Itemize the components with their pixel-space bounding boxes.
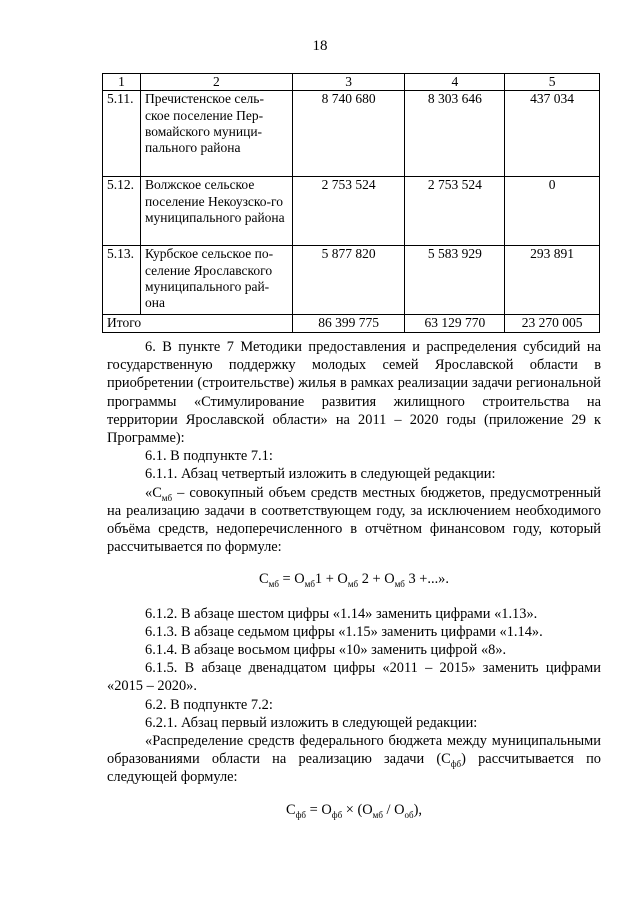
table-header-cell: 5: [505, 74, 600, 91]
row-number: 5.12.: [103, 177, 141, 246]
paragraph-6-2-1: 6.2.1. Абзац первый изложить в следующей редакции:: [145, 714, 478, 731]
row-value-col3: 5 877 820: [292, 246, 405, 315]
quote-text: «С: [145, 484, 162, 501]
formula-part: 2 + О: [358, 571, 395, 588]
row-value-col4: 8 303 646: [405, 91, 505, 177]
document-body: [107, 338, 601, 819]
formula-part: С: [259, 571, 269, 588]
page-number: 18: [312, 38, 328, 54]
row-name: Курбское сельское по-селение Ярославского муниципального рай-она: [140, 246, 292, 315]
table-row: [103, 91, 600, 177]
total-value-col5: 23 270 005: [505, 315, 600, 332]
formula-cfb: [107, 801, 601, 819]
paragraph-6-1-3: 6.1.3. В абзаце седьмом цифры «1.15» заменить цифрами «1.14».: [145, 623, 543, 640]
paragraph-6-1-1: 6.1.1. Абзац четвертый изложить в следующей редакции:: [145, 466, 496, 483]
table-header-cell: 1: [103, 74, 141, 91]
table-row: [103, 177, 600, 246]
row-value-col5: 0: [505, 177, 600, 246]
formula-cmb: [107, 570, 601, 588]
row-value-col3: 2 753 524: [292, 177, 405, 246]
formula-part: ),: [413, 801, 423, 818]
paragraph-6-1-2: 6.1.2. В абзаце шестом цифры «1.14» заменить цифрами «1.13».: [145, 605, 538, 622]
table-total-row: [103, 315, 600, 332]
table-header-cell: 4: [405, 74, 505, 91]
row-name: Волжское сельское поселение Некоузско-го муниципального района: [140, 177, 292, 246]
total-value-col3: 86 399 775: [292, 315, 405, 332]
table-header-row: [103, 74, 600, 91]
formula-part: 3 +...».: [404, 571, 449, 588]
subscript: фб: [331, 809, 343, 820]
quote-text: – совокупный объем средств местных бюджетов, предусмотренный на реализацию задачи в соответствующем году, за исключением необходимого объёма средств, недоперечисленного в отчётном финансовом году, который рассчитывается по формуле:: [107, 484, 601, 556]
subsidy-table: [102, 73, 600, 333]
row-value-col5: 437 034: [505, 91, 600, 177]
paragraph-6-1-4: 6.1.4. В абзаце восьмом цифры «10» заменить цифрой «8».: [145, 642, 507, 659]
table-row: [103, 246, 600, 315]
quote-federal-distribution: [107, 732, 601, 787]
row-number: 5.11.: [103, 91, 141, 177]
formula-part: = О: [306, 801, 332, 818]
paragraph-6-2: 6.2. В подпункте 7.2:: [145, 696, 273, 713]
subscript: об: [404, 809, 414, 820]
subscript: мб: [304, 579, 315, 590]
formula-part: 1 + О: [314, 571, 348, 588]
subscript: мб: [372, 809, 383, 820]
subscript: мб: [394, 579, 405, 590]
quote-text: ) рассчитывается по следующей формуле:: [107, 751, 602, 786]
formula-part: × (О: [342, 801, 373, 818]
subscript: фб: [450, 759, 462, 770]
formula-part: / О: [382, 801, 405, 818]
subscript: мб: [268, 579, 279, 590]
paragraph-6: 6. В пункте 7 Методики предоставления и распределения субсидий на государственную поддержку молодых семей Ярославской области в приобретении (строительстве) жилья в рамках реализации задачи региональной программы «Стимулирование развития жилищного строительства на территории Ярославской области» на 2011 – 2020 годы (приложение 29 к Программе):: [107, 339, 601, 447]
quote-text: «Распределение средств федерального бюджета между муниципальными образованиями области на реализацию задачи (С: [107, 733, 601, 768]
paragraph-6-1: 6.1. В подпункте 7.1:: [145, 448, 273, 465]
subscript: мб: [161, 492, 173, 503]
row-value-col3: 8 740 680: [292, 91, 405, 177]
formula-part: = О: [278, 571, 305, 588]
subscript: фб: [295, 809, 307, 820]
row-name: Пречистенское сель-ское поселение Пер-вомайского муници-пального района: [140, 91, 292, 177]
quote-definition-cmb: [107, 484, 601, 557]
total-label: Итого: [103, 315, 293, 332]
table-header-cell: 3: [292, 74, 405, 91]
table-header-cell: 2: [140, 74, 292, 91]
paragraph-6-1-5: 6.1.5. В абзаце двенадцатом цифры «2011 – 2015» заменить цифрами «2015 – 2020».: [107, 660, 601, 695]
formula-part: С: [285, 801, 296, 818]
row-number: 5.13.: [103, 246, 141, 315]
subscript: мб: [347, 579, 359, 590]
total-value-col4: 63 129 770: [405, 315, 505, 332]
row-value-col4: 5 583 929: [405, 246, 505, 315]
row-value-col4: 2 753 524: [405, 177, 505, 246]
row-value-col5: 293 891: [505, 246, 600, 315]
